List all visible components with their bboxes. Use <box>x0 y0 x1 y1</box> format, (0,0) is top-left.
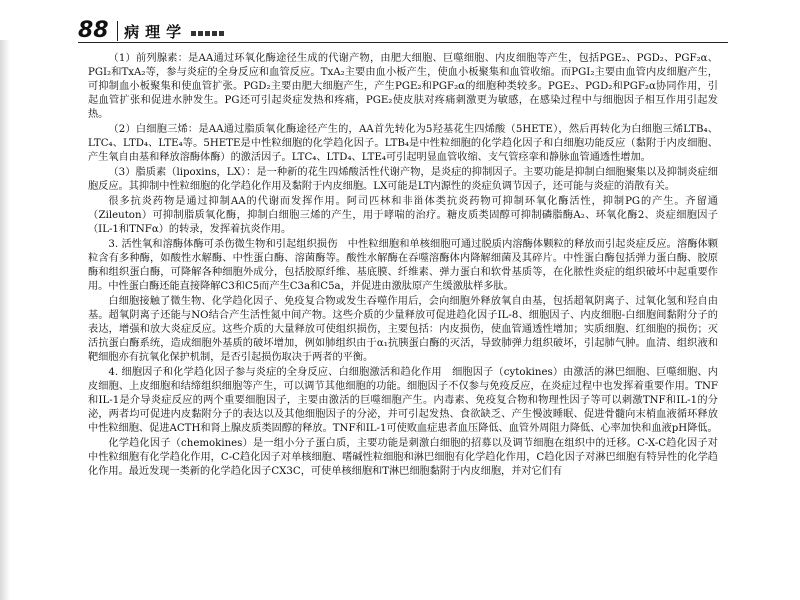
book-title: 病理学 <box>124 23 188 41</box>
paragraph-reactive-oxygen-lysosomal: 3. 活性氧和溶酶体酶可杀伤微生物和引起组织损伤 中性粒细胞和单核细胞可通过脱质内溶酶体颗粒的释放而引起炎症反应。溶酶体颗粒含有多种酶，如酸性水解酶、中性蛋白酶、溶菌酶等。酸性水解酶在吞噬溶酶体内降解细菌及其碎片。中性蛋白酶包括弹力蛋白酶、胶原酶和组织蛋白酶，可降解各种细胞外成分，包括胶原纤维、基底膜、纤维素、弹力蛋白和软骨基质等，在化脓性炎症的组织破坏中起重要作用。中性蛋白酶还能直接降解C3和C5而产生C3a和C5a，并促进由激肽原产生缓激肽样多肽。 <box>88 239 718 292</box>
paragraph-leukotrienes: （2）白细胞三烯：是AA通过脂质氧化酶途径产生的，AA首先转化为5羟基花生四烯酸（5HETE），然后再转化为白细胞三烯LTB₄、LTC₄、LTD₄、LTE₄等。5HETE是中性粒细胞的化学趋化因子。LTB₄是中性粒细胞的化学趋化因子和白细胞功能反应（黏附于内皮细胞、产生氧自由基和释放溶酶体酶）的激活因子。LTC₄、LTD₄、LTE₄可引起明显血管收缩、支气管痉挛和静脉血管通透性增加。 <box>88 124 718 163</box>
paragraph-lipoxins: （3）脂质素（lipoxins，LX）：是一种新的花生四烯酸活性代谢产物，是炎症的抑制因子。主要功能是抑制白细胞聚集以及抑制炎症细胞反应。其抑制中性粒细胞的化学趋化作用及黏附于内皮细胞。LX可能是LT内源性的炎症负调节因子，还可能与炎症的消散有关。 <box>88 167 718 192</box>
paragraph-chemokines: 化学趋化因子（chemokines）是一组小分子蛋白质，主要功能是刺激白细胞的招募以及调节细胞在组织中的迁移。C-X-C趋化因子对中性粒细胞有化学趋化作用，C-C趋化因子对单核细胞、嗜碱性粒细胞和淋巴细胞有化学趋化作用，C趋化因子对淋巴细胞有特异性的化学趋化作用。最近发现一类新的化学趋化因子CX3C，可使单核细胞和T淋巴细胞黏附于内皮细胞，并对它们有 <box>88 438 718 477</box>
paragraph-oxygen-free-radicals: 白细胞接触了微生物、化学趋化因子、免疫复合物或发生吞噬作用后，会向细胞外释放氧自由基，包括超氧阴离子、过氧化氢和羟自由基。超氧阴离子还能与NO结合产生活性氮中间产物。这些介质的少量释放可促进趋化因子IL-8、细胞因子、内皮细胞-白细胞间黏附分子的表达，增强和放大炎症反应。这些介质的大量释放可使组织损伤，主要包括：内皮损伤，使血管通透性增加；实质细胞、红细胞的损伤；灭活抗蛋白酶系统，造成细胞外基质的破坏增加，例如肺组织由于α₁抗胰蛋白酶的灭活，导致肺弹力组织破坏，引起肺气肿。血清、组织液和靶细胞亦有抗氧化保护机制，是否引起损伤取决于两者的平衡。 <box>88 296 718 363</box>
page-edge-shadow <box>0 40 10 600</box>
page-header <box>78 18 728 43</box>
paragraph-cytokines: 4. 细胞因子和化学趋化因子参与炎症的全身反应、白细胞激活和趋化作用 细胞因子（cytokines）由激活的淋巴细胞、巨噬细胞、内皮细胞、上皮细胞和结缔组织细胞等产生，可以调节其他细胞的功能。细胞因子不仅参与免疫反应，在炎症过程中也发挥着重要作用。TNF和IL-1是介导炎症反应的两个重要细胞因子，主要由激活的巨噬细胞产生。内毒素、免疫复合物和物理性因子等可以刺激TNF和IL-1的分泌，两者均可促进内皮黏附分子的表达以及其他细胞因子的分泌，并可引起发热、食欲缺乏、产生慢波睡眠、促进骨髓向末梢血液循环释放中性粒细胞、促进ACTH和肾上腺皮质类固醇的释放。TNF和IL-1可使败血症患者血压降低、血管外周阻力降低、心率加快和血液pH降低。 <box>88 367 718 434</box>
paragraph-prostaglandins: （1）前列腺素：是AA通过环氧化酶途径生成的代谢产物，由肥大细胞、巨噬细胞、内皮细胞等产生，包括PGE₂、PGD₂、PGF₂α、PGI₂和TxA₂等，参与炎症的全身反应和血管反应。TxA₂主要由血小板产生，使血小板聚集和血管收缩。而PGI₂主要由血管内皮细胞产生，可抑制血小板聚集和使血管扩张。PGD₂主要由肥大细胞产生，产生PGE₂和PGF₂α的细胞种类较多。PGE₂、PGD₂和PGF₂α协同作用，引起血管扩张和促进水肿发生。PG还可引起炎症发热和疼痛，PGE₂使皮肤对疼痛刺激更为敏感，在感染过程中与细胞因子相互作用引起发热。 <box>88 53 718 120</box>
header-decoration <box>191 31 224 36</box>
header-divider <box>117 21 119 41</box>
page-number: 88 <box>78 18 109 43</box>
paragraph-anti-inflammatory-drugs: 很多抗炎药物是通过抑制AA的代谢而发挥作用。阿司匹林和非甾体类抗炎药物可抑制环氧化酶活性，抑制PG的产生。齐留通（Zileuton）可抑制脂质氧化酶，抑制白细胞三烯的产生，用于哮喘的治疗。糖皮质类固醇可抑制磷脂酶A₂、环氧化酶2、炎症细胞因子（IL-1和TNFα）的转录，发挥着抗炎作用。 <box>88 196 718 235</box>
page-body <box>88 52 718 479</box>
